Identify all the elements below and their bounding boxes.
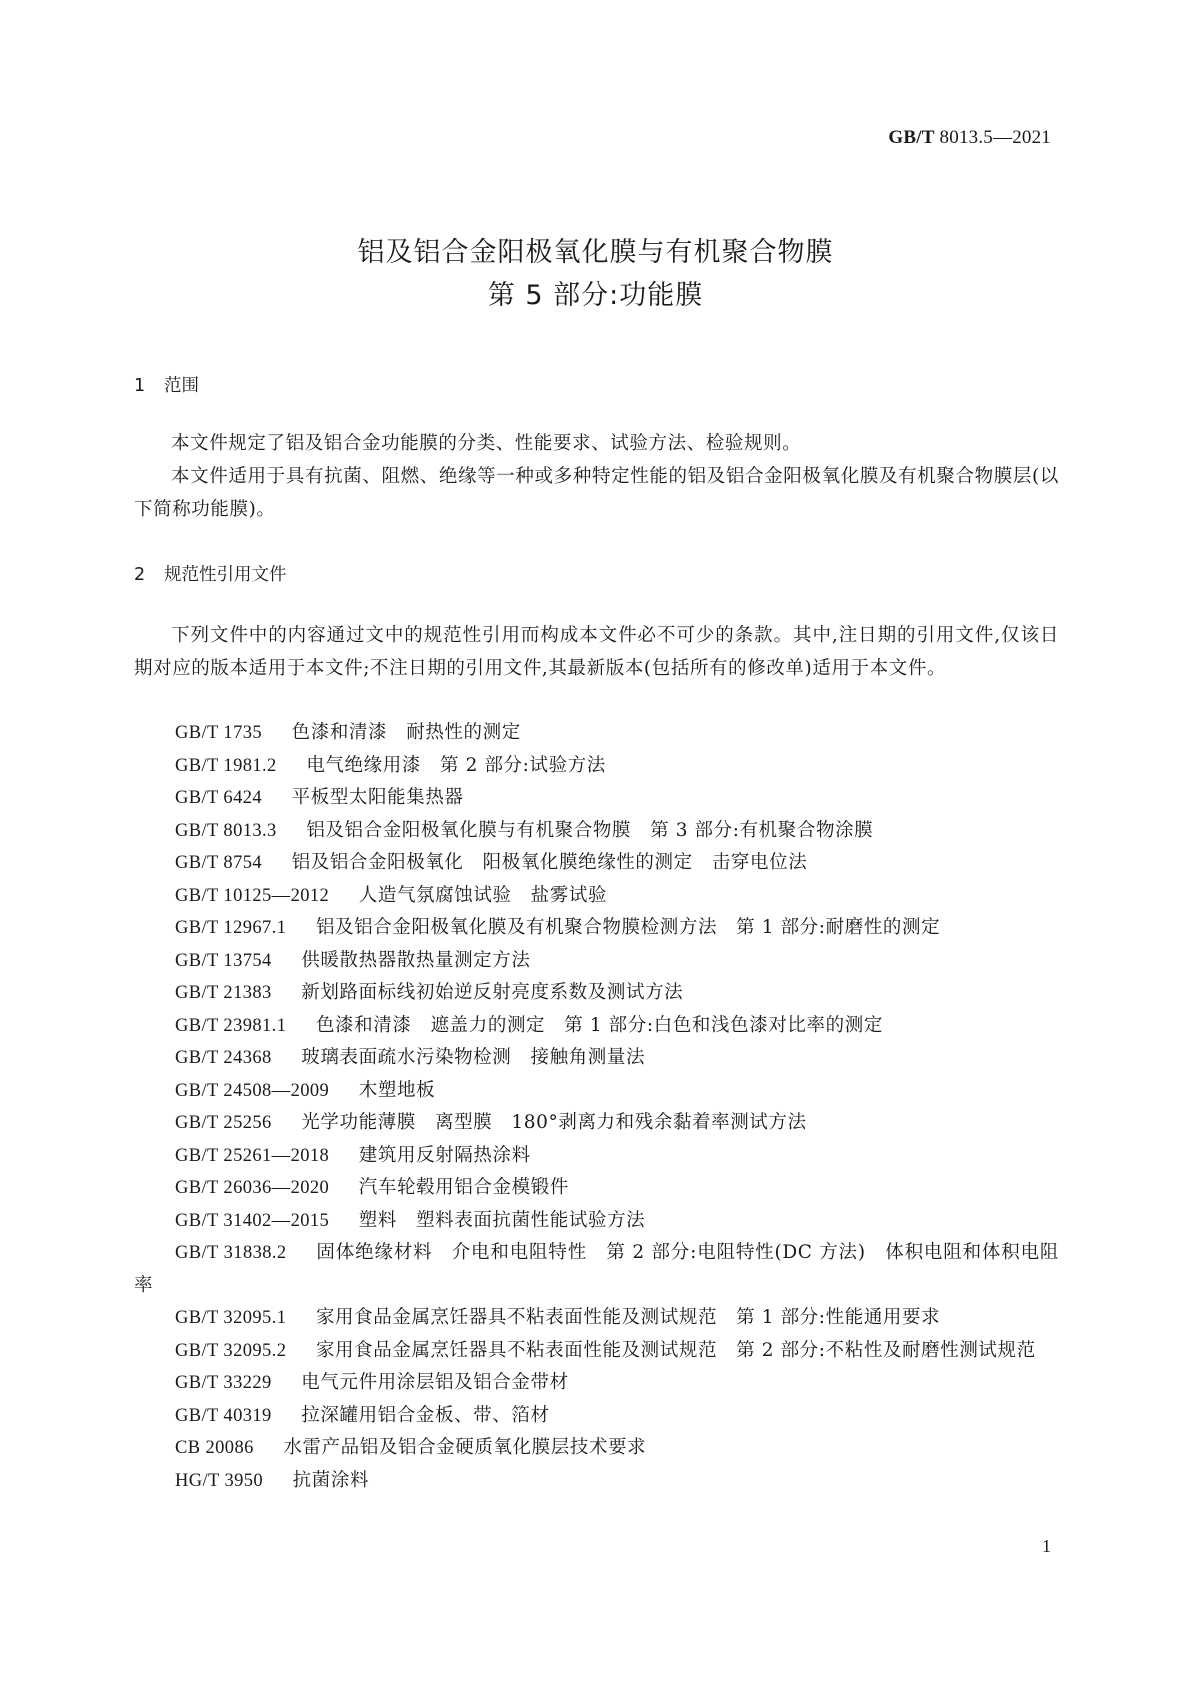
reference-title: 电气绝缘用漆 第 2 部分:试验方法 (306, 754, 606, 776)
reference-code: GB/T 12967.1 (175, 918, 287, 938)
reference-code: GB/T 10125—2012 (175, 885, 330, 906)
reference-code: GB/T 24368 (175, 1048, 272, 1068)
reference-code: GB/T 13754 (175, 950, 272, 971)
reference-item (134, 1010, 1059, 1043)
section-heading-scope (134, 372, 199, 397)
reference-title: 拉深罐用铝合金板、带、箔材 (301, 1404, 550, 1426)
reference-code: GB/T 24508—2009 (175, 1080, 330, 1101)
reference-code: GB/T 23981.1 (175, 1015, 287, 1036)
reference-item (134, 815, 1059, 848)
reference-title: 铝及铝合金阳极氧化 阳极氧化膜绝缘性的测定 击穿电位法 (291, 852, 808, 873)
standard-code: 8013.5—2021 (939, 127, 1051, 148)
reference-item (134, 1335, 1059, 1368)
reference-title: 供暖散热器散热量测定方法 (301, 949, 531, 971)
reference-item (134, 1367, 1059, 1400)
reference-title: 抗菌涂料 (292, 1469, 370, 1491)
reference-code: GB/T 1735 (175, 723, 263, 743)
reference-code: GB/T 8754 (175, 853, 263, 873)
reference-title: 家用食品金属烹饪器具不粘表面性能及测试规范 第 1 部分:性能通用要求 (315, 1307, 941, 1328)
reference-title: 固体绝缘材料 介电和电阻特性 第 2 部分:电阻特性(DC 方法) 体积电阻和体积电阻率 (134, 1242, 1060, 1296)
section-title: 规范性引用文件 (164, 565, 287, 585)
reference-code: GB/T 33229 (175, 1373, 272, 1393)
reference-item (134, 782, 1059, 815)
reference-title: 玻璃表面疏水污染物检测 接触角测量法 (301, 1047, 646, 1068)
reference-item (134, 1205, 1059, 1238)
reference-title: 木塑地板 (358, 1079, 436, 1101)
reference-code: GB/T 25261—2018 (175, 1145, 330, 1166)
reference-item (134, 1302, 1059, 1335)
reference-code: GB/T 26036—2020 (175, 1178, 330, 1198)
reference-item (134, 717, 1059, 750)
reference-title: 建筑用反射隔热涂料 (358, 1144, 531, 1166)
reference-title: 家用食品金属烹饪器具不粘表面性能及测试规范 第 2 部分:不粘性及耐磨性测试规范 (315, 1339, 1036, 1361)
reference-title: 新划路面标线初始逆反射亮度系数及测试方法 (301, 982, 684, 1003)
reference-item (134, 912, 1059, 945)
reference-item (134, 977, 1059, 1010)
reference-title: 水雷产品铝及铝合金硬质氧化膜层技术要求 (283, 1437, 647, 1458)
reference-item (134, 1140, 1059, 1173)
reference-item (134, 750, 1059, 783)
reference-item (134, 1107, 1059, 1140)
reference-item (134, 1237, 1059, 1302)
references-intro-paragraph: 下列文件中的内容通过文中的规范性引用而构成本文件必不可少的条款。其中,注日期的引用文件,仅该日期对应的版本适用于本文件;不注日期的引用文件,其最新版本(包括所有的修改单)适用于本文件。 (134, 625, 1059, 679)
reference-code: GB/T 32095.1 (175, 1308, 287, 1328)
reference-item (134, 1432, 1059, 1465)
reference-code: HG/T 3950 (175, 1470, 264, 1491)
section-heading-normative-references (134, 561, 287, 586)
standard-number (888, 127, 1051, 149)
reference-item (134, 1172, 1059, 1205)
reference-item (134, 880, 1059, 913)
reference-code: GB/T 1981.2 (175, 755, 277, 776)
reference-item (134, 945, 1059, 978)
reference-title: 铝及铝合金阳极氧化膜与有机聚合物膜 第 3 部分:有机聚合物涂膜 (306, 819, 874, 841)
reference-item (134, 1400, 1059, 1433)
reference-title: 色漆和清漆 耐热性的测定 (291, 722, 521, 743)
reference-code: GB/T 21383 (175, 983, 272, 1003)
page-number: 1 (1042, 1536, 1051, 1556)
document-subtitle: 第 5 部分:功能膜 (487, 280, 704, 311)
reference-code: GB/T 40319 (175, 1405, 272, 1426)
reference-title: 人造气氛腐蚀试验 盐雾试验 (358, 884, 608, 906)
reference-title: 铝及铝合金阳极氧化膜及有机聚合物膜检测方法 第 1 部分:耐磨性的测定 (315, 917, 941, 938)
reference-title: 色漆和清漆 遮盖力的测定 第 1 部分:白色和浅色漆对比率的测定 (315, 1014, 883, 1036)
scope-paragraph: 本文件适用于具有抗菌、阻燃、绝缘等一种或多种特定性能的铝及铝合金阳极氧化膜及有机聚合物膜层(以下简称功能膜)。 (134, 466, 1059, 520)
reference-code: GB/T 32095.2 (175, 1340, 287, 1361)
scope-paragraph: 本文件规定了铝及铝合金功能膜的分类、性能要求、试验方法、检验规则。 (171, 433, 802, 454)
reference-code: GB/T 6424 (175, 788, 263, 808)
reference-code: GB/T 8013.3 (175, 820, 277, 841)
document-title: 铝及铝合金阳极氧化膜与有机聚合物膜 (357, 237, 834, 268)
reference-title: 平板型太阳能集热器 (291, 787, 464, 808)
reference-title: 光学功能薄膜 离型膜 180°剥离力和残余黏着率测试方法 (301, 1112, 807, 1133)
reference-title: 汽车轮毂用铝合金模锻件 (358, 1177, 569, 1198)
reference-list (134, 717, 1059, 1497)
standard-prefix: GB/T (888, 127, 935, 148)
reference-code: GB/T 31838.2 (175, 1243, 287, 1263)
reference-item (134, 1042, 1059, 1075)
reference-item (134, 1465, 1059, 1498)
reference-item (134, 847, 1059, 880)
section-number: 2 (134, 565, 146, 585)
section-title: 范围 (164, 376, 199, 396)
section-number: 1 (134, 376, 146, 396)
reference-code: GB/T 31402—2015 (175, 1210, 330, 1231)
reference-title: 电气元件用涂层铝及铝合金带材 (301, 1372, 569, 1393)
reference-item (134, 1075, 1059, 1108)
reference-code: CB 20086 (175, 1438, 254, 1458)
reference-title: 塑料 塑料表面抗菌性能试验方法 (358, 1209, 646, 1231)
reference-code: GB/T 25256 (175, 1113, 272, 1133)
